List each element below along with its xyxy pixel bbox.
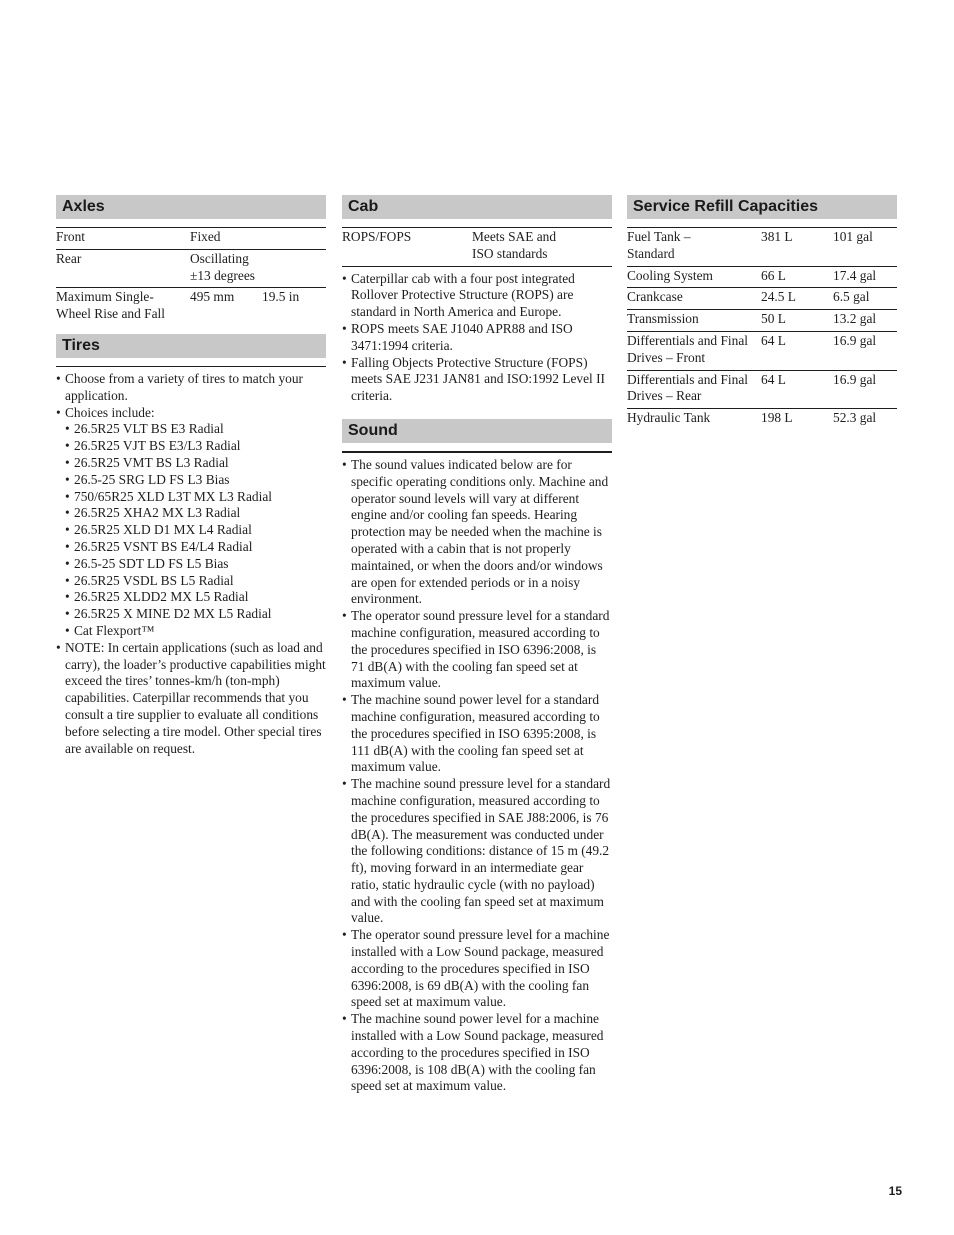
- table-row: [627, 288, 897, 310]
- table-row: [56, 249, 326, 288]
- refill-label: Differentials and Final Drives – Rear: [627, 370, 761, 409]
- table-row: [56, 288, 326, 326]
- refill-label: Hydraulic Tank: [627, 410, 711, 426]
- tire-choice: • 26.5R25 VSNT BS E4/L4 Radial: [65, 539, 326, 556]
- tire-choice: • 26.5-25 SDT LD FS L5 Bias: [65, 556, 326, 573]
- refill-us: 16.9 gal: [833, 370, 897, 409]
- tires-bullets: [56, 371, 326, 757]
- refill-metric: 50 L: [761, 310, 833, 332]
- refill-us: 52.3 gal: [833, 410, 877, 426]
- refill-label: Cooling System: [627, 266, 761, 288]
- refill-label: Fuel Tank – Standard: [627, 228, 761, 266]
- list-item: [56, 405, 326, 640]
- axle-value: Oscillating ±13 degrees: [190, 249, 326, 288]
- cab-table-rule: [342, 266, 612, 267]
- tire-choice: • 26.5R25 XHA2 MX L3 Radial: [65, 505, 326, 522]
- sound-rule: [342, 451, 612, 453]
- right-column: [627, 195, 897, 430]
- list-item: • Caterpillar cab with a four post integrated Rollover Protective Structure (ROPS) are standard in North America and Europe.: [342, 271, 612, 321]
- refill-metric: 64 L: [761, 331, 833, 370]
- axle-value-metric: 495 mm: [190, 289, 235, 305]
- refill-us: 13.2 gal: [833, 310, 897, 332]
- table-row: [627, 331, 897, 370]
- cab-table: [342, 228, 612, 266]
- list-item: • The machine sound power level for a standard machine configuration, measured according to the procedures specified in ISO 6395:2008, is 111 dB(A) with the cooling fan speed set at maximum value.: [342, 692, 612, 776]
- refill-metric: 381 L: [761, 228, 833, 266]
- tire-choice: • 750/65R25 XLD L3T MX L3 Radial: [65, 489, 326, 506]
- rops-label: ROPS/FOPS: [342, 229, 412, 244]
- tire-choice: • 26.5R25 VJT BS E3/L3 Radial: [65, 438, 326, 455]
- tire-choice: • 26.5R25 VSDL BS L5 Radial: [65, 573, 326, 590]
- tire-choice: • 26.5R25 X MINE D2 MX L5 Radial: [65, 606, 326, 623]
- refill-us: 101 gal: [833, 228, 897, 266]
- refill-label: Differentials and Final Drives – Front: [627, 331, 761, 370]
- refill-metric: 24.5 L: [761, 288, 833, 310]
- refill-heading: Service Refill Capacities: [627, 195, 897, 227]
- tire-choices-list: [65, 421, 326, 639]
- refill-metric: 198 L: [761, 410, 793, 426]
- table-row: [627, 370, 897, 409]
- axle-value: Fixed: [190, 228, 326, 249]
- refill-metric: 66 L: [761, 266, 833, 288]
- tires-heading: Tires: [56, 334, 326, 366]
- table-row: [627, 228, 897, 266]
- tire-choice: • Cat Flexport™: [65, 623, 326, 640]
- cab-heading: Cab: [342, 195, 612, 227]
- tire-choice: • 26.5R25 VLT BS E3 Radial: [65, 421, 326, 438]
- tires-rule: [56, 366, 326, 367]
- axle-label: Front: [56, 228, 190, 249]
- cab-bullets: [342, 271, 612, 405]
- list-item: • ROPS meets SAE J1040 APR88 and ISO 3471:1994 criteria.: [342, 321, 612, 355]
- list-item: • The machine sound power level for a machine installed with a Low Sound package, measured according to the procedures specified in ISO 6396:2008, is 108 dB(A) with the cooling fan speed set at maximum value.: [342, 1011, 612, 1095]
- axle-label: Rear: [56, 249, 190, 288]
- list-item: • Choose from a variety of tires to match your application.: [56, 371, 326, 405]
- tire-choice: • 26.5R25 XLDD2 MX L5 Radial: [65, 589, 326, 606]
- list-item: • The sound values indicated below are for specific operating conditions only. Machine and operator sound levels will vary at different engine and/or cooling fan speeds. Hearing protection may be needed when the machine is operated with a cabin that is not properly maintained, or when the doors and/or windows are open for extended periods or in a noisy environment.: [342, 457, 612, 608]
- rops-value: Meets SAE and ISO standards: [472, 229, 557, 261]
- page-number: 15: [888, 1184, 902, 1198]
- refill-table: [627, 228, 897, 430]
- table-row: [56, 228, 326, 249]
- tire-choice: • 26.5R25 VMT BS L3 Radial: [65, 455, 326, 472]
- refill-us: 6.5 gal: [833, 288, 897, 310]
- middle-column: [342, 195, 612, 1095]
- refill-label: Crankcase: [627, 288, 761, 310]
- sound-heading: Sound: [342, 419, 612, 451]
- axle-label: Maximum Single-Wheel Rise and Fall: [56, 289, 165, 322]
- list-item: • The operator sound pressure level for a machine installed with a Low Sound package, measured according to the procedures specified in ISO 6396:2008, is 69 dB(A) with the cooling fan speed set at maximum value.: [342, 927, 612, 1011]
- refill-label: Transmission: [627, 310, 761, 332]
- axle-value-us: 19.5 in: [262, 289, 300, 305]
- list-item: • NOTE: In certain applications (such as load and carry), the loader’s productive capabilities might exceed the tires’ tonnes-km/h (ton-mph) capabilities. Caterpillar recommends that you consult a tire supplier to evaluate all conditions before selecting a tire model. Other special tires are available on request.: [56, 640, 326, 758]
- tire-choice: • 26.5-25 SRG LD FS L3 Bias: [65, 472, 326, 489]
- table-row: [342, 228, 612, 266]
- table-row: [627, 409, 897, 430]
- axles-table: [56, 228, 326, 326]
- refill-us: 16.9 gal: [833, 331, 897, 370]
- left-column: [56, 195, 326, 757]
- choices-intro: • Choices include:: [65, 404, 155, 420]
- table-row: [627, 266, 897, 288]
- list-item: • The operator sound pressure level for a standard machine configuration, measured according to the procedures specified in ISO 6396:2008, is 71 dB(A) with the cooling fan speed set at maximum value.: [342, 608, 612, 692]
- refill-metric: 64 L: [761, 370, 833, 409]
- list-item: • The machine sound pressure level for a standard machine configuration, measured according to the procedures specified in SAE J88:2006, is 76 dB(A). The measurement was conducted under the following conditions: distance of 15 m (49.2 ft), moving forward in an intermediate gear ratio, static hydraulic cycle (with no payload) and with the cooling fan speed set at maximum value.: [342, 776, 612, 927]
- tire-choice: • 26.5R25 XLD D1 MX L4 Radial: [65, 522, 326, 539]
- table-row: [627, 310, 897, 332]
- sound-bullets: [342, 457, 612, 1095]
- axles-heading: Axles: [56, 195, 326, 227]
- refill-us: 17.4 gal: [833, 266, 897, 288]
- list-item: • Falling Objects Protective Structure (FOPS) meets SAE J231 JAN81 and ISO:1992 Level II criteria.: [342, 355, 612, 405]
